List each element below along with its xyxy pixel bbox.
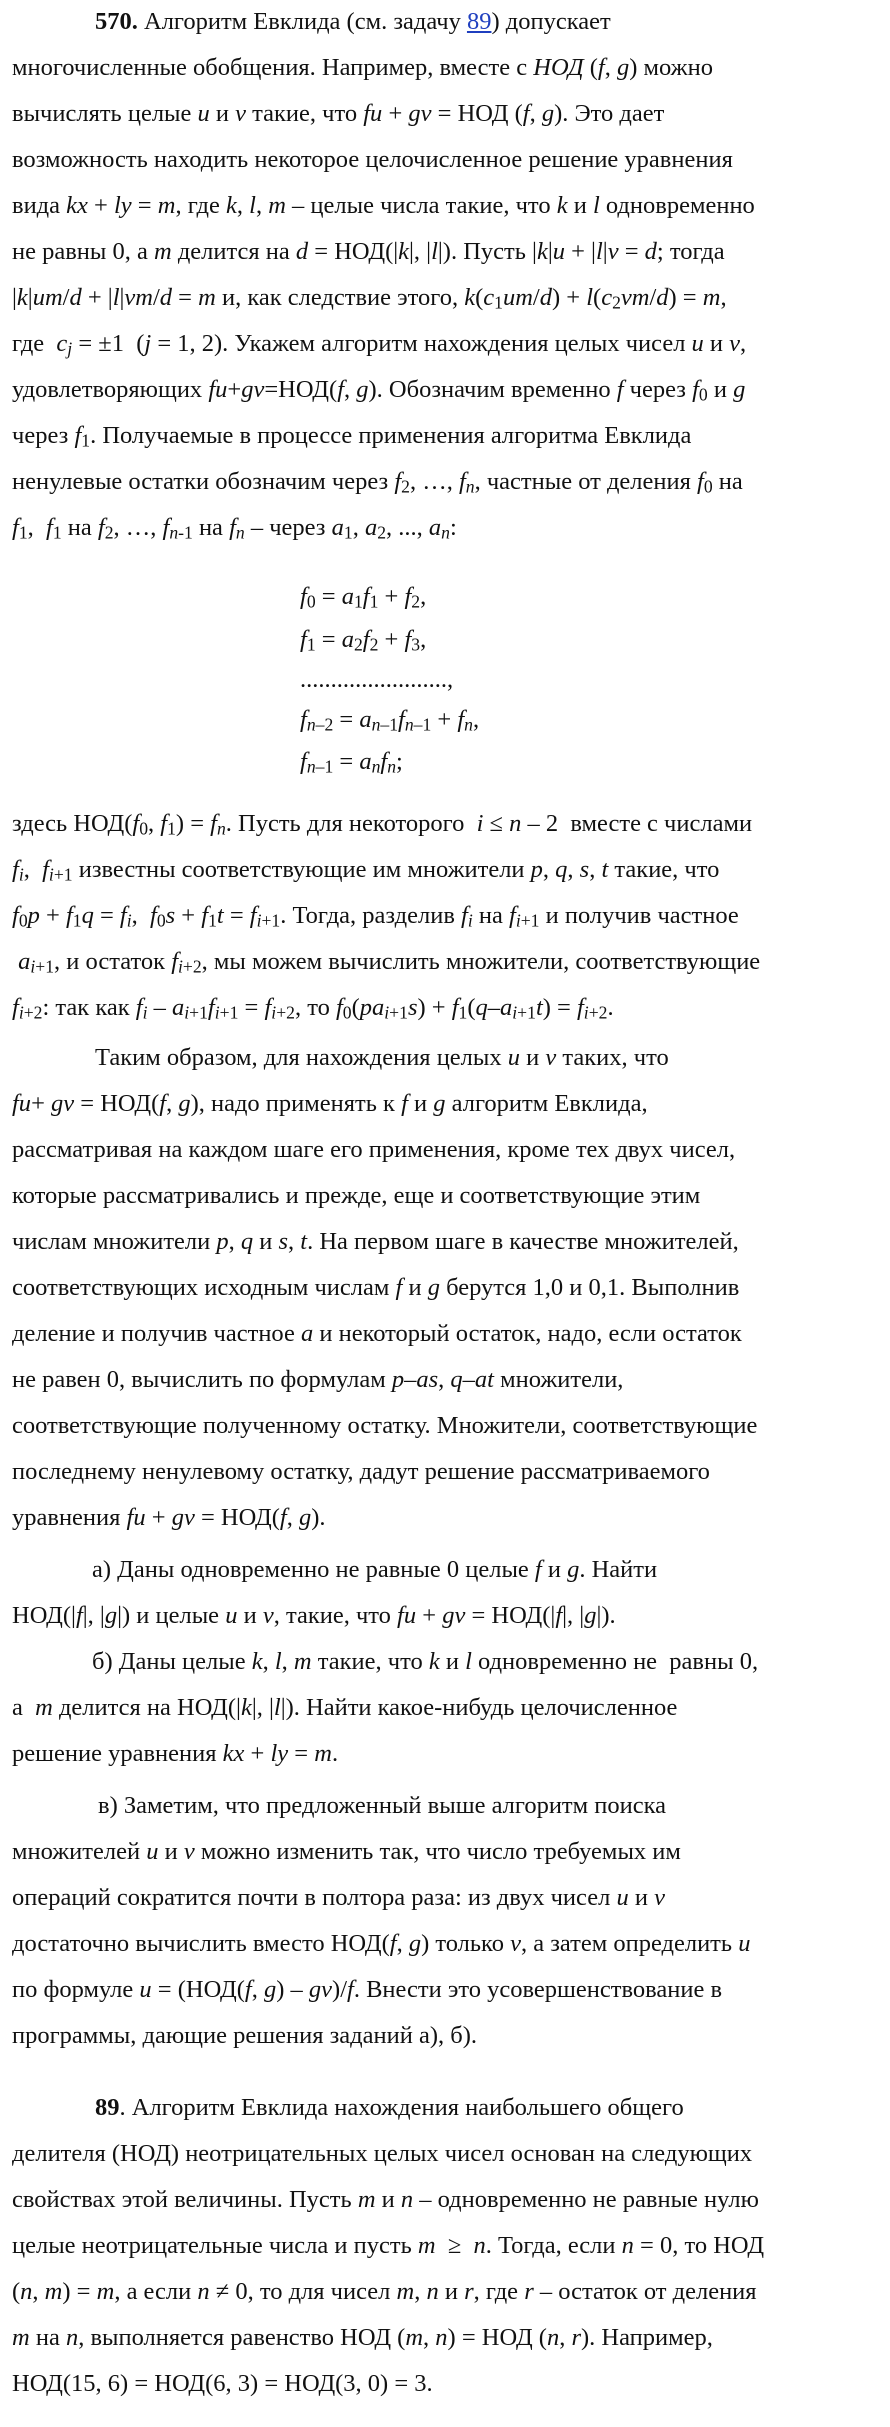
task-c-line-3: операций сократится почти в полтора раза: из двух чисел u и v	[12, 1884, 665, 1911]
para2-line-8: не равен 0, вычислить по формулам p–as, q–at множители,	[12, 1366, 624, 1393]
problem-570-line-8: где $c_j = \pm 1$ (j = 1, 2). Укажем алгоритм нахождения целых чисел u и v,	[12, 330, 747, 359]
para2-line-6: соответствующих исходным числам f и g берутся 1,0 и 0,1. Выполнив	[12, 1274, 740, 1301]
para2-line-5: числам множители p, q и s, t. На первом шаге в качестве множителей,	[12, 1228, 739, 1255]
problem-89-line-4: целые неотрицательные числа и пусть m ≥ n. Тогда, если n = 0, то НОД	[12, 2232, 765, 2259]
equation-ellipsis: ........................,	[300, 666, 454, 693]
task-b-line-1: б) Даны целые k, l, m такие, что k и l одновременно не равны 0,	[92, 1648, 759, 1675]
para2-line-4: которые рассматривались и прежде, еще и соответствующие этим	[12, 1182, 701, 1209]
task-a-line-1: а) Даны одновременно не равные 0 целые f и g. Найти	[92, 1556, 658, 1583]
para2-line-2: fu+ gv = НОД(f, g), надо применять к f и g алгоритм Евклида,	[12, 1090, 648, 1117]
problem-570-line-14: $f_i$, $f_{i+1}$ известны соответствующие им множители p, q, s, t такие, что	[12, 856, 720, 885]
equation-3: $f_{n-2} = a_{n-1}f_{n-1} + f_n$,	[300, 706, 480, 735]
problem-570-line-2: многочисленные обобщения. Например, вместе с НОД (f, g) можно	[12, 54, 713, 81]
problem-570-line-6: не равны 0, а m делится на d = НОД(|k|, |l|). Пусть |k|u + |l|v = d; тогда	[12, 238, 725, 265]
para2-line-10: последнему ненулевому остатку, дадут решение рассматриваемого	[12, 1458, 710, 1485]
problem-570-line-16: $a_{i+1}$, и остаток $f_{i+2}$, мы можем вычислить множители, соответствующие	[18, 948, 761, 977]
problem-570-line-4: возможность находить некоторое целочисленное решение уравнения	[12, 146, 733, 173]
task-c-line-1: в) Заметим, что предложенный выше алгоритм поиска	[98, 1792, 667, 1819]
para2-line-9: соответствующие полученному остатку. Множители, соответствующие	[12, 1412, 758, 1439]
problem-570-line-13: здесь $НОД(f_0$, $f_1) = f_n$. Пусть для некоторого i ≤ n – 2 вместе с числами	[12, 810, 753, 839]
task-c-line-4: достаточно вычислить вместо НОД(f, g) только v, а затем определить u	[12, 1930, 751, 1957]
para2-line-3: рассматривая на каждом шаге его применения, кроме тех двух чисел,	[12, 1136, 736, 1163]
equation-1: $f_0 = a_1f_1 + f_2$,	[300, 583, 427, 612]
problem-570-line-17: $f_{i+2}$: так как $f_i - a_{i+1}f_{i+1} = f_{i+2}$, то $f_0(pa_{i+1}s) + f_1(q-a_{i+1}t) = f_{i+2}$.	[12, 994, 614, 1023]
problem-570-line-9: удовлетворяющих fu+gv=НОД(f, g). Обозначим временно f через $f_0$ и g	[12, 376, 746, 405]
problem-89-line-3: свойствах этой величины. Пусть m и n – одновременно не равные нулю	[12, 2186, 759, 2213]
problem-89-line-7: НОД(15, 6) = НОД(6, 3) = НОД(3, 0) = 3.	[12, 2370, 433, 2397]
problem-89-link[interactable]: 89	[466, 8, 492, 35]
para2-line-7: деление и получив частное a и некоторый остаток, надо, если остаток	[12, 1320, 742, 1347]
problem-570-number: 570.	[95, 8, 138, 35]
para2-line-1: Таким образом, для нахождения целых u и v таких, что	[95, 1044, 669, 1071]
task-b-line-2: а m делится на НОД(|k|, |l|). Найти какое-нибудь целочисленное	[12, 1694, 678, 1721]
task-b-line-3: решение уравнения kx + ly = m.	[12, 1740, 339, 1767]
task-c-line-5: по формуле u = (НОД(f, g) – gv)/f. Внести это усовершенствование в	[12, 1976, 723, 2003]
problem-570-line-11: ненулевые остатки обозначим через $f_2$, …, $f_n$, частные от деления $f_0$ на	[12, 468, 743, 497]
task-a-line-2: НОД(|f|, |g|) и целые u и v, такие, что fu + gv = НОД(|f|, |g|).	[12, 1602, 616, 1629]
para2-line-11: уравнения fu + gv = НОД(f, g).	[12, 1504, 326, 1531]
problem-89-line-1	[95, 2093, 878, 2123]
problem-89-line-6: m на n, выполняется равенство НОД (m, n) = НОД (n, r). Например,	[12, 2324, 713, 2351]
problem-570-line-3: вычислять целые u и v такие, что fu + gv = НОД (f, g). Это дает	[12, 100, 665, 127]
problem-89-number: 89	[95, 2094, 120, 2121]
equation-2: $f_1 = a_2f_2 + f_3$,	[300, 626, 427, 655]
problem-570-line-10: через $f_1$. Получаемые в процессе применения алгоритма Евклида	[12, 422, 692, 451]
problem-570-line-15: $f_0p + f_1q = f_i$, $f_0s + f_1t = f_{i+1}$. Тогда, разделив $f_i$ на $f_{i+1}$ и получив частное	[12, 902, 739, 931]
task-c-line-2: множителей u и v можно изменить так, что число требуемых им	[12, 1838, 681, 1865]
task-c-line-6: программы, дающие решения заданий а), б).	[12, 2022, 477, 2049]
problem-570-line-5: вида kx + ly = m, где k, l, m – целые числа такие, что k и l одновременно	[12, 192, 755, 219]
problem-570-line-7: |k|um/d + |l|vm/d = m и, как следствие этого, $k(c_1um/d) + l(c_2vm/d) = m$,	[12, 284, 727, 313]
equation-4: $f_{n-1} = a_nf_n$;	[300, 748, 403, 777]
problem-570-line-12: $f_1$, $f_1$ на $f_2$, …, $f_{n-1}$ на $f_n$ – через $a_1$, $a_2$, ..., $a_n$:	[12, 514, 457, 543]
problem-570-line-1: 570. Алгоритм Евклида (см. задачу 89) допускает	[95, 8, 611, 35]
problem-89-line-1-text: . Алгоритм Евклида нахождения наибольшего общего	[119, 2094, 684, 2121]
problem-89-line-5: (n, m) = m, а если n ≠ 0, то для чисел m, n и r, где r – остаток от деления	[12, 2278, 757, 2305]
problem-89-line-2: делителя (НОД) неотрицательных целых чисел основан на следующих	[12, 2140, 753, 2167]
